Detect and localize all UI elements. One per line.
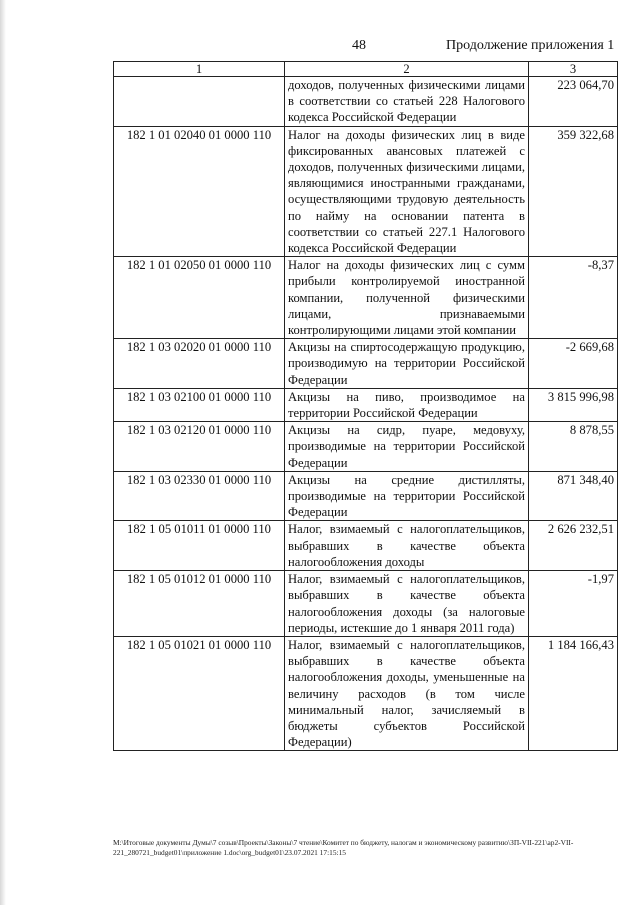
continuation-label: Продолжение приложения 1 <box>446 38 615 53</box>
table-row <box>114 471 618 521</box>
description-cell: Налог на доходы физических лиц с сумм прибыли контролируемой иностранной компании, полученной физическими лицами, признаваемыми контролирующими лицами этой компании <box>285 257 529 339</box>
scan-edge <box>0 0 6 905</box>
budget-code-cell: 182 1 05 01012 01 0000 110 <box>114 571 285 637</box>
amount-cell: 223 064,70 <box>529 77 618 127</box>
description-cell: Акцизы на спиртосодержащую продукцию, производимую на территории Российской Федерации <box>285 339 529 389</box>
description-cell: Акцизы на пиво, производимое на территории Российской Федерации <box>285 388 529 421</box>
budget-code-cell: 182 1 03 02330 01 0000 110 <box>114 471 285 521</box>
table-row <box>114 126 618 257</box>
table-row <box>114 339 618 389</box>
amount-cell: 871 348,40 <box>529 471 618 521</box>
amount-cell: 3 815 996,98 <box>529 388 618 421</box>
description-cell: Акцизы на сидр, пуаре, медовуху, производимые на территории Российской Федерации <box>285 422 529 472</box>
amount-cell: -1,97 <box>529 571 618 637</box>
budget-code-cell: 182 1 03 02100 01 0000 110 <box>114 388 285 421</box>
description-cell: Налог на доходы физических лиц в виде фиксированных авансовых платежей с доходов, полученных физическими лицами, являющимися иностранными гражданами, осуществляющими трудовую деятельность по найму на основании патента в соответствии со статьей 227.1 Налогового кодекса Российской Федерации <box>285 126 529 257</box>
table-header-row <box>114 62 618 77</box>
amount-cell: 359 322,68 <box>529 126 618 257</box>
amount-cell: -2 669,68 <box>529 339 618 389</box>
table-row <box>114 571 618 637</box>
description-cell: Акцизы на средние дистилляты, производимые на территории Российской Федерации <box>285 471 529 521</box>
budget-code-cell: 182 1 05 01011 01 0000 110 <box>114 521 285 571</box>
budget-table <box>113 61 618 751</box>
budget-code-cell: 182 1 03 02020 01 0000 110 <box>114 339 285 389</box>
table-row <box>114 77 618 127</box>
table-row <box>114 521 618 571</box>
budget-code-cell: 182 1 01 02040 01 0000 110 <box>114 126 285 257</box>
description-cell: Налог, взимаемый с налогоплательщиков, выбравших в качестве объекта налогообложения доходы, уменьшенные на величину расходов (в том числе минимальный налог, зачисляемый в бюджеты субъектов Российской Федерации) <box>285 636 529 750</box>
budget-code-cell: 182 1 03 02120 01 0000 110 <box>114 422 285 472</box>
file-path-footer: M:\Итоговые документы Думы\7 созыв\Проекты\Законы\7 чтение\Комитет по бюджету, налогам и экономическому развитию\ЗП-VII-221\ap2-VII-221_280721_budget01\приложение 1.doc\org_budget01\23.07.2021 17:15:15 <box>113 838 574 857</box>
table-row <box>114 388 618 421</box>
description-cell: Налог, взимаемый с налогоплательщиков, выбравших в качестве объекта налогообложения доходы (за налоговые периоды, истекшие до 1 января 2011 года) <box>285 571 529 637</box>
table-row <box>114 636 618 750</box>
amount-cell: 2 626 232,51 <box>529 521 618 571</box>
column-header-2: 2 <box>285 62 529 77</box>
budget-code-cell: 182 1 05 01021 01 0000 110 <box>114 636 285 750</box>
amount-cell: -8,37 <box>529 257 618 339</box>
table-row <box>114 257 618 339</box>
amount-cell: 8 878,55 <box>529 422 618 472</box>
budget-code-cell <box>114 77 285 127</box>
table-row <box>114 422 618 472</box>
description-cell: Налог, взимаемый с налогоплательщиков, выбравших в качестве объекта налогообложения доходы <box>285 521 529 571</box>
budget-code-cell: 182 1 01 02050 01 0000 110 <box>114 257 285 339</box>
page-number: 48 <box>352 38 366 53</box>
column-header-3: 3 <box>529 62 618 77</box>
column-header-1: 1 <box>114 62 285 77</box>
description-cell: доходов, полученных физическими лицами в соответствии со статьей 228 Налогового кодекса Российской Федерации <box>285 77 529 127</box>
amount-cell: 1 184 166,43 <box>529 636 618 750</box>
